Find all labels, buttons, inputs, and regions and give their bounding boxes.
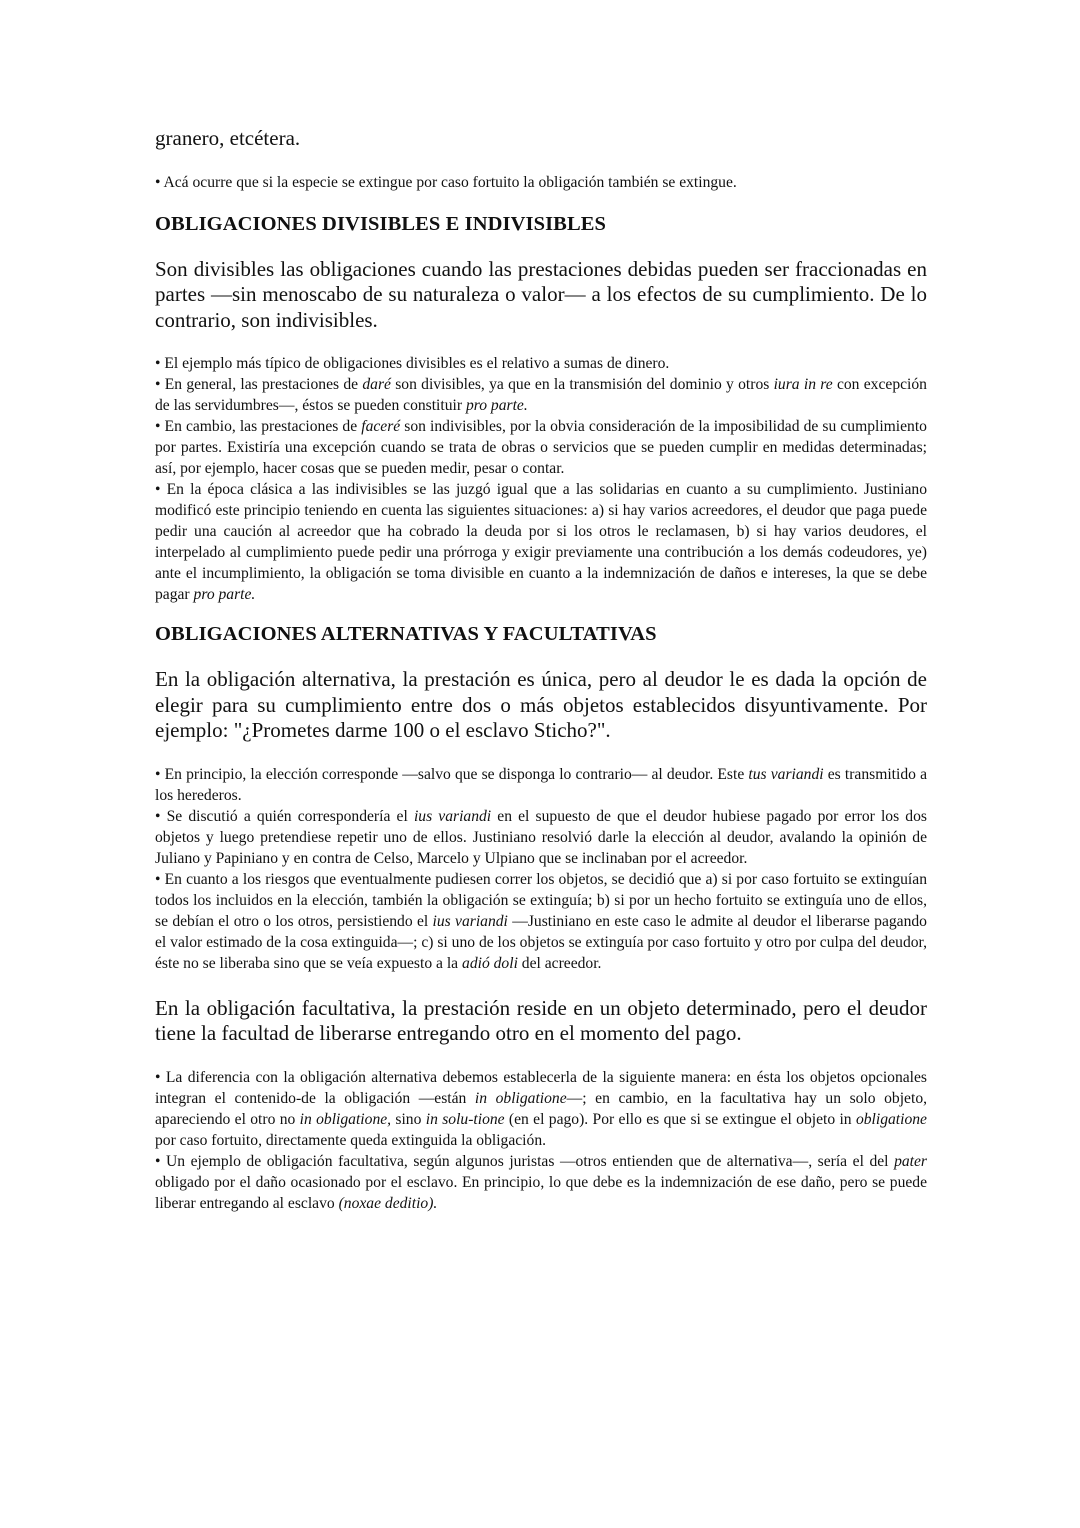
bullet-item: • El ejemplo más típico de obligaciones divisibles es el relativo a sumas de dinero. <box>155 355 670 372</box>
bullets-facultativa <box>155 1067 927 1214</box>
page-content <box>155 126 927 1214</box>
bullets-divisibles <box>155 353 927 605</box>
bullet-item: • Se discutió a quién correspondería el ius variandi en el supuesto de que el deudor hubiese pagado por error los dos objetos y luego pretendiese repetir uno de ellos. Justiniano resolvió darle la elección al deudor, avalando la opinión de Juliano y Papiniano y en contra de Celso, Marcelo y Ulpiano que se inclinaban por el acreedor. <box>155 807 927 867</box>
bullet-item: • En cuanto a los riesgos que eventualmente pudiesen correr los objetos, se decidió que a) si por caso fortuito se extinguían todos los incluidos en la elección, también la obligación se extinguía; b) si por un hecho fortuito se extinguía uno de ellos, se debían el otro o los otros, persistiendo el ius variandi —Justiniano en este caso le admite al deudor el liberarse pagando el valor estimado de la cosa extinguida—; c) si uno de los objetos se extinguía por caso fortuito y otro por culpa del deudor, éste no se liberaba sino que se veía expuesto a la adió doli del acreedor. <box>155 870 927 972</box>
heading-alternativas: OBLIGACIONES ALTERNATIVAS Y FACULTATIVAS <box>155 623 657 645</box>
bullet-item: • En cambio, las prestaciones de faceré son indivisibles, por la obvia consideración de la imposibilidad de su cumplimiento por partes. Existiría una excepción cuando se trata de obras o servicios que se pueden cumplir en medidas determinadas; así, por ejemplo, hacer cosas que se pueden medir, pesar o contar. <box>155 418 927 477</box>
lead-facultativa: En la obligación facultativa, la prestación reside en un objeto determinado, pero el deudor tiene la facultad de liberarse entregando otro en el momento del pago. <box>155 995 927 1045</box>
bullets-alternativas <box>155 764 927 974</box>
lead-divisibles: Son divisibles las obligaciones cuando las prestaciones debidas pueden ser fraccionadas en partes —sin menoscabo de su naturaleza o valor— a los efectos de su cumplimiento. De lo contrario, son indivisibles. <box>155 256 927 332</box>
heading-divisibles: OBLIGACIONES DIVISIBLES E INDIVISIBLES <box>155 212 606 235</box>
bullet-item: • En la época clásica a las indivisibles se las juzgó igual que a las solidarias en cuanto a su cumplimiento. Justiniano modificó este principio teniendo en cuenta las siguientes situaciones: a) si hay varios acreedores, el deudor que paga puede pedir una caución al acreedor que ha cobrado la deuda por si los otros le reclamasen, b) si hay varios deudores, el interpelado al cumplimiento puede pedir una prórroga y exigir previamente una contribución a los demás codeudores, ye) ante el incumplimiento, la obligación se toma divisible en cuanto a la indemnización de daños e intereses, la que se debe pagar pro parte. <box>155 481 927 603</box>
bullet-item: • La diferencia con la obligación alternativa debemos establecerla de la siguiente manera: en ésta los objetos opcionales integran el contenido-de la obligación —están in obligatione—; en cambio, en la facultativa hay un solo objeto, apareciendo el otro no in obligatione, sino in solu-tione (en el pago). Por ello es que si se extingue el objeto in obligatione por caso fortuito, directamente queda extinguida la obligación. <box>155 1068 928 1149</box>
bullet-item: • En principio, la elección corresponde —salvo que se disponga lo contrario— al deudor. Este tus variandi es transmitido a los herederos. <box>155 765 928 804</box>
lead-alternativas: En la obligación alternativa, la prestación es única, pero al deudor le es dada la opción de elegir para su cumplimiento entre dos o más objetos establecidos disyuntivamente. Por ejemplo: "¿Prometes darme 100 o el esclavo Sticho?". <box>155 667 927 742</box>
bullet-item: • En general, las prestaciones de daré son divisibles, ya que en la transmisión del dominio y otros iura in re con excepción de las servidumbres—, éstos se pueden constituir pro parte. <box>155 376 927 414</box>
intro-bullet: • Acá ocurre que si la especie se extingue por caso fortuito la obligación también se extingue. <box>155 173 737 191</box>
bullet-item: • Un ejemplo de obligación facultativa, según algunos juristas —otros entienden que de alternativa—, sería el del pater obligado por el daño ocasionado por el esclavo. En principio, lo que debe es la indemnización de ese daño, pero se puede liberar entregando al esclavo (noxae deditio). <box>155 1152 927 1212</box>
continuation-text: granero, etcétera. <box>155 126 301 150</box>
